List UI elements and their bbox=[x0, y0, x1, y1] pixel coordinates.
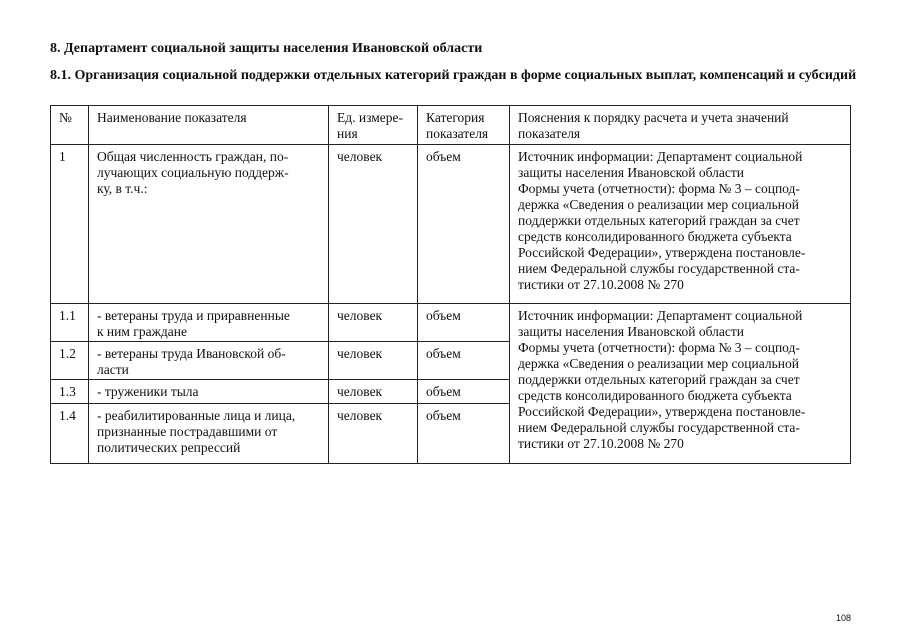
header-category: Категория показателя bbox=[418, 106, 510, 145]
row-name: - труженики тыла bbox=[89, 380, 329, 404]
header-name: Наименование показателя bbox=[89, 106, 329, 145]
row-category: объем bbox=[418, 404, 510, 464]
row-category: объем bbox=[418, 304, 510, 342]
table-header-row bbox=[51, 106, 851, 145]
header-explanation: Пояснения к порядку расчета и учета значений показателя bbox=[510, 106, 851, 145]
row-unit: человек bbox=[329, 380, 418, 404]
indicators-table bbox=[50, 105, 851, 464]
row-num: 1.2 bbox=[51, 342, 89, 380]
section-title: 8. Департамент социальной защиты населения Ивановской области bbox=[50, 41, 483, 56]
row-explanation: Источник информации: Департамент социальной защиты населения Ивановской области Формы учета (отчетности): форма № 3 – соцпод- держка «Сведения о реализации мер социальной поддержки отдельных категорий граждан за счет средств консолидированного бюджета субъекта Российской Федерации», утверждена постановле- нием Федеральной службы государственной ста- тистики от 27.10.2008 № 270 bbox=[510, 145, 851, 304]
header-unit: Ед. измере- ния bbox=[329, 106, 418, 145]
group-explanation: Источник информации: Департамент социальной защиты населения Ивановской области Формы учета (отчетности): форма № 3 – соцпод- держка «Сведения о реализации мер социальной поддержки отдельных категорий граждан за счет средств консолидированного бюджета субъекта Российской Федерации», утверждена постановле- нием Федеральной службы государственной ста- тистики от 27.10.2008 № 270 bbox=[510, 304, 851, 464]
row-name: Общая численность граждан, по- лучающих социальную поддерж- ку, в т.ч.: bbox=[89, 145, 329, 304]
table-row bbox=[51, 304, 851, 342]
row-name: - ветераны труда и приравненные к ним граждане bbox=[89, 304, 329, 342]
table-row bbox=[51, 145, 851, 304]
page-number: 108 bbox=[836, 613, 852, 623]
row-num: 1.1 bbox=[51, 304, 89, 342]
row-category: объем bbox=[418, 342, 510, 380]
row-unit: человек bbox=[329, 404, 418, 464]
row-unit: человек bbox=[329, 145, 418, 304]
row-unit: человек bbox=[329, 304, 418, 342]
row-num: 1 bbox=[51, 145, 89, 304]
header-num: № bbox=[51, 106, 89, 145]
subsection-title: 8.1. Организация социальной поддержки отдельных категорий граждан в форме социальных выплат, компенсаций и субсидий bbox=[50, 68, 857, 83]
row-name: - ветераны труда Ивановской об- ласти bbox=[89, 342, 329, 380]
row-num: 1.3 bbox=[51, 380, 89, 404]
row-category: объем bbox=[418, 145, 510, 304]
row-name: - реабилитированные лица и лица, признанные пострадавшими от политических репрессий bbox=[89, 404, 329, 464]
row-category: объем bbox=[418, 380, 510, 404]
row-num: 1.4 bbox=[51, 404, 89, 464]
row-unit: человек bbox=[329, 342, 418, 380]
